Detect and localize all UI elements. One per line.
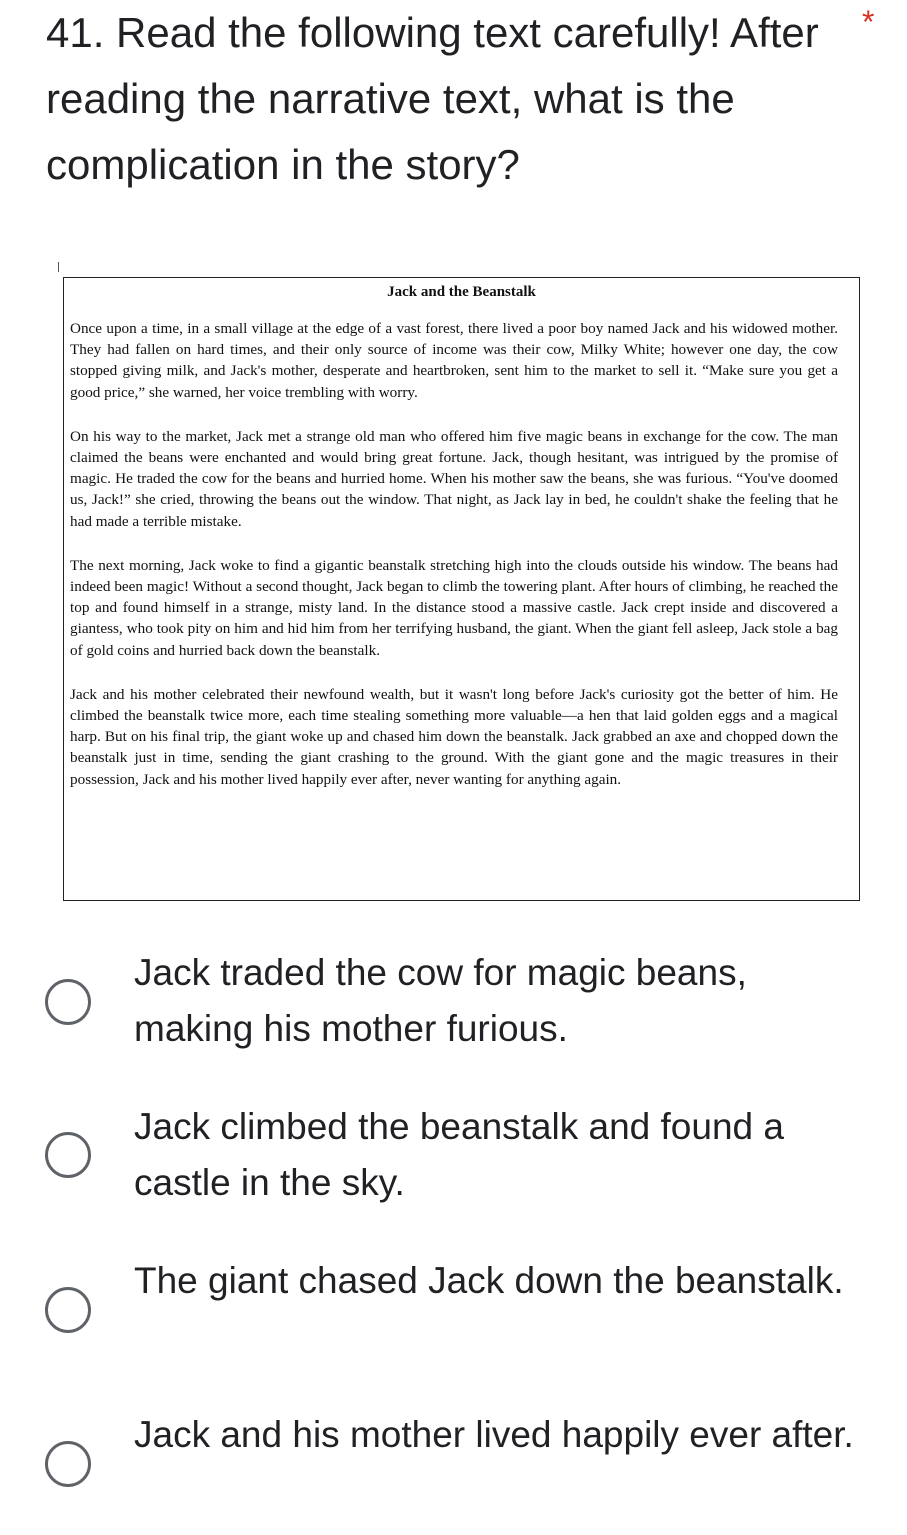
option-label[interactable]: Jack traded the cow for magic beans, making his mother furious. bbox=[134, 952, 747, 1049]
option-label[interactable]: Jack climbed the beanstalk and found a castle in the sky. bbox=[134, 1106, 784, 1203]
stray-mark bbox=[58, 262, 59, 272]
radio-button[interactable] bbox=[45, 979, 91, 1025]
story-paragraph-4: Jack and his mother celebrated their newfound wealth, but it wasn't long before Jack's curiosity got the better of him. He climbed the beanstalk twice more, each time stealing something more valuable—a hen that laid golden eggs and a magical harp. But on his final trip, the giant woke up and chased him down the beanstalk. Jack grabbed an axe and chopped down the beanstalk just in time, sending the giant crashing to the ground. With the giant gone and the magic treasures in their possession, Jack and his mother lived happily ever after, never wanting for anything again. bbox=[70, 685, 838, 788]
option-label[interactable]: The giant chased Jack down the beanstalk. bbox=[134, 1260, 844, 1301]
story-passage-image bbox=[63, 277, 860, 901]
story-title: Jack and the Beanstalk bbox=[387, 284, 536, 300]
story-paragraph-2: On his way to the market, Jack met a strange old man who offered him five magic beans in exchange for the cow. The man claimed the beans were enchanted and would bring great fortune. Jack, though hesitant, was intrigued by the promise of magic. He traded the cow for the beans and hurried home. When his mother saw the beans, she was furious. “You've doomed us, Jack!” she cried, throwing the beans out the window. That night, as Jack lay in bed, he couldn't shake the feeling that he had made a terrible mistake. bbox=[70, 427, 838, 530]
radio-button[interactable] bbox=[45, 1287, 91, 1333]
story-paragraph-3: The next morning, Jack woke to find a gigantic beanstalk stretching high into the clouds outside his window. The beans had indeed been magic! Without a second thought, Jack began to climb the towering plant. After hours of climbing, he reached the top and found himself in a strange, misty land. In the distance stood a massive castle. Jack crept inside and discovered a giantess, who took pity on him and hid him from her terrifying husband, the giant. When the giant fell asleep, Jack stole a bag of gold coins and hurried back down the beanstalk. bbox=[70, 556, 838, 659]
radio-button[interactable] bbox=[45, 1441, 91, 1487]
option-label[interactable]: Jack and his mother lived happily ever after. bbox=[134, 1414, 854, 1455]
question-title: 41. Read the following text carefully! After reading the narrative text, what is the complication in the story? bbox=[46, 9, 819, 188]
required-indicator: * bbox=[862, 4, 875, 40]
radio-button[interactable] bbox=[45, 1132, 91, 1178]
story-paragraph-1: Once upon a time, in a small village at the edge of a vast forest, there lived a poor boy named Jack and his widowed mother. They had fallen on hard times, and their only source of income was their cow, Milky White; however one day, the cow stopped giving milk, and Jack's mother, desperate and heartbroken, sent him to the market to sell it. “Make sure you get a good price,” she warned, her voice trembling with worry. bbox=[70, 320, 838, 401]
